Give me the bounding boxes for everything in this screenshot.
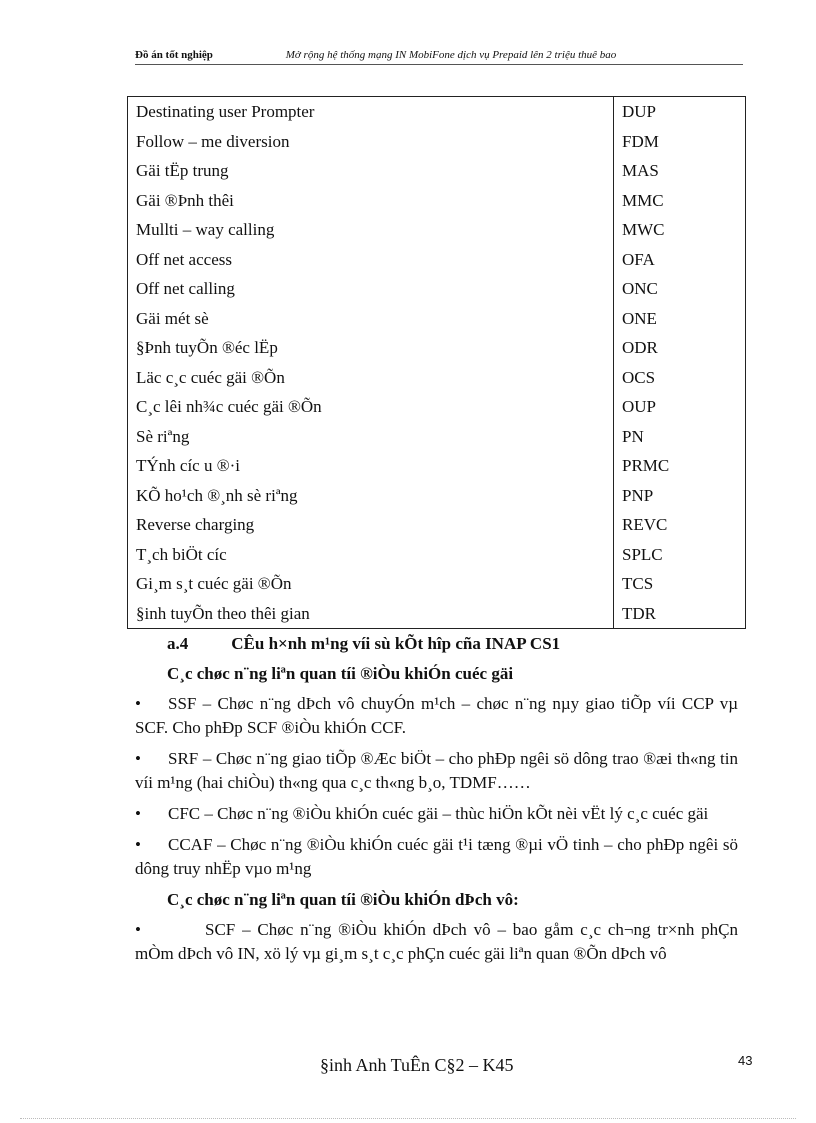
table-row [128, 363, 746, 393]
subheading-service-control: C¸c chøc n¨ng liªn quan tíi ®iÒu khiÓn dÞch vô: [167, 890, 519, 909]
bullet-icon: • [135, 694, 141, 713]
table-row [128, 569, 746, 599]
bullet-icon: • [135, 835, 141, 854]
abbreviation-cell: PNP [614, 481, 746, 511]
term-cell: Gäi ®Þnh thêi [128, 186, 614, 216]
table-row [128, 392, 746, 422]
footer-author: §inh Anh TuÊn C§2 – K45 [320, 1055, 514, 1075]
section-number: a.4 [167, 634, 189, 653]
abbreviation-cell: MAS [614, 156, 746, 186]
abbreviation-cell: FDM [614, 127, 746, 157]
header-left-title: Đồ án tốt nghiệp [135, 49, 213, 61]
table-row [128, 599, 746, 629]
term-cell: Follow – me diversion [128, 127, 614, 157]
table-row [128, 422, 746, 452]
term-cell: Reverse charging [128, 510, 614, 540]
abbreviation-cell: SPLC [614, 540, 746, 570]
abbreviation-cell: DUP [614, 97, 746, 127]
header-right-title: Mở rộng hệ thống mạng IN MobiFone dịch vụ Prepaid lên 2 triệu thuê bao [285, 49, 617, 61]
term-cell: Sè riªng [128, 422, 614, 452]
table-row [128, 333, 746, 363]
bullet-icon: • [135, 749, 141, 768]
abbreviation-table [127, 96, 746, 629]
term-cell: Gäi mét sè [128, 304, 614, 334]
bullet-icon: • [135, 920, 141, 939]
table-row [128, 540, 746, 570]
page-header [135, 49, 743, 65]
table-row [128, 274, 746, 304]
abbreviation-cell: TCS [614, 569, 746, 599]
term-cell: §inh tuyÕn theo thêi gian [128, 599, 614, 629]
abbreviation-cell: MMC [614, 186, 746, 216]
bullet-item [135, 747, 738, 795]
subheading-call-control: C¸c chøc n¨ng liªn quan tíi ®iÒu khiÓn cuéc gäi [167, 664, 514, 683]
abbreviation-cell: PN [614, 422, 746, 452]
table-row [128, 304, 746, 334]
term-cell: Läc c¸c cuéc gäi ®Õn [128, 363, 614, 393]
bullet-item [135, 833, 738, 881]
section-title: CÊu h×nh m¹ng víi sù kÕt hîp cña INAP CS1 [231, 634, 561, 653]
table-row [128, 127, 746, 157]
bullet-text: CFC – Chøc n¨ng ®iÒu khiÓn cuéc gäi – thùc hiÖn kÕt nèi vËt lý c¸c cuéc gäi [168, 804, 709, 823]
term-cell: Gäi tËp trung [128, 156, 614, 186]
bullet-item [135, 692, 738, 740]
bullet-text: SRF – Chøc n¨ng giao tiÕp ®Æc biÖt – cho phÐp ngêi sö dông trao ®æi th«ng tin víi m¹ng (hai chiÒu) th«ng qua c¸c th«ng b¸o, TDMF…… [135, 749, 738, 792]
section-heading [167, 632, 738, 656]
term-cell: T¸ch biÖt cíc [128, 540, 614, 570]
term-cell: Destinating user Prompter [128, 97, 614, 127]
term-cell: C¸c lêi nh¾c cuéc gäi ®Õn [128, 392, 614, 422]
section-content [135, 632, 738, 973]
bullet-text: CCAF – Chøc n¨ng ®iÒu khiÓn cuéc gäi t¹i tæng ®µi vÖ tinh – cho phÐp ngêi sö dông truy nhËp vµo m¹ng [135, 835, 738, 878]
abbreviation-cell: OUP [614, 392, 746, 422]
table-row [128, 215, 746, 245]
table-row [128, 186, 746, 216]
abbreviation-cell: REVC [614, 510, 746, 540]
table-row [128, 97, 746, 127]
table-row [128, 156, 746, 186]
page-bottom-divider [20, 1118, 796, 1119]
abbreviation-cell: ONC [614, 274, 746, 304]
abbreviation-cell: ONE [614, 304, 746, 334]
term-cell: Gi¸m s¸t cuéc gäi ®Õn [128, 569, 614, 599]
bullet-text: SCF – Chøc n¨ng ®iÒu khiÓn dÞch vô – bao gåm c¸c ch¬ng tr×nh phÇn mÒm dÞch vô IN, xö lý vµ gi¸m s¸t c¸c phÇn cuéc gäi liªn quan ®Õn dÞch vô [135, 920, 738, 963]
term-cell: Off net calling [128, 274, 614, 304]
table-row [128, 510, 746, 540]
bullet-item [135, 802, 738, 826]
term-cell: §Þnh tuyÕn ®éc lËp [128, 333, 614, 363]
abbreviation-cell: TDR [614, 599, 746, 629]
table-row [128, 451, 746, 481]
term-cell: KÕ ho¹ch ®¸nh sè riªng [128, 481, 614, 511]
bullet-text: SSF – Chøc n¨ng dÞch vô chuyÓn m¹ch – chøc n¨ng nµy giao tiÕp víi CCP vµ SCF. Cho phÐp SCF ®iÒu khiÓn CCF. [135, 694, 738, 737]
term-cell: Mullti – way calling [128, 215, 614, 245]
abbreviation-cell: OCS [614, 363, 746, 393]
bullet-item [135, 918, 738, 966]
term-cell: Off net access [128, 245, 614, 275]
abbreviation-cell: MWC [614, 215, 746, 245]
abbreviation-cell: OFA [614, 245, 746, 275]
abbreviation-cell: PRMC [614, 451, 746, 481]
term-cell: TÝnh cíc u ®·i [128, 451, 614, 481]
table-row [128, 245, 746, 275]
page-number: 43 [738, 1053, 753, 1068]
abbreviation-cell: ODR [614, 333, 746, 363]
bullet-icon: • [135, 804, 141, 823]
table-row [128, 481, 746, 511]
